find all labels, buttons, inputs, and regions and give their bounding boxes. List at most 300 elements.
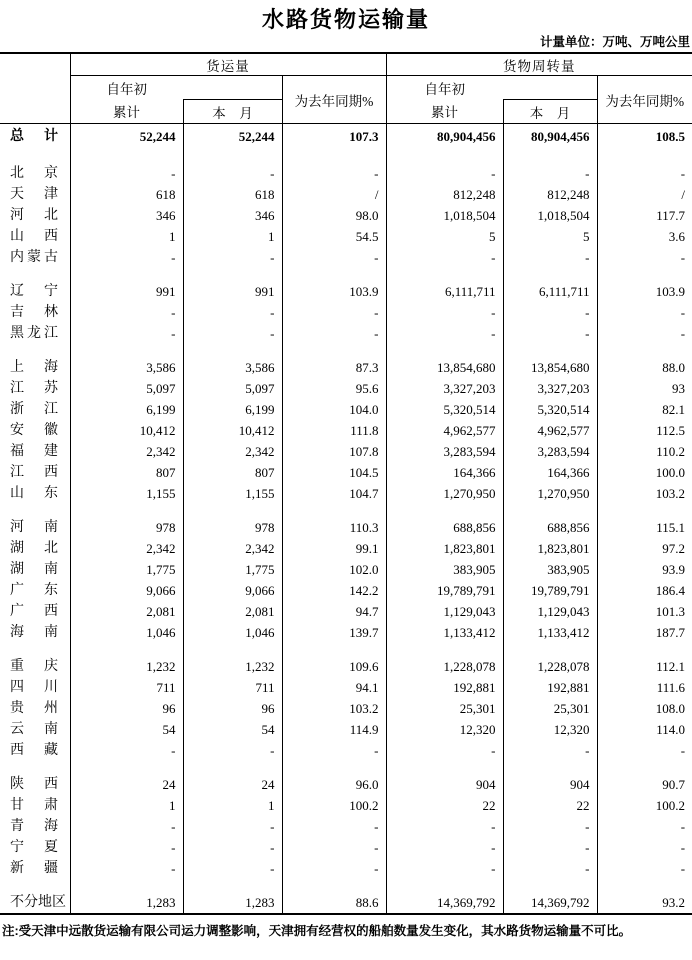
value-cell: 1 bbox=[70, 226, 183, 247]
table-row bbox=[0, 858, 692, 879]
value-cell: 978 bbox=[183, 517, 282, 538]
value-cell: - bbox=[503, 302, 597, 323]
value-cell: 114.0 bbox=[656, 722, 686, 737]
value-cell: 90.7 bbox=[662, 777, 686, 792]
value-cell: 96 bbox=[70, 698, 183, 719]
table-row bbox=[0, 816, 692, 837]
value-cell: 103.2 bbox=[282, 698, 386, 719]
table-row bbox=[0, 247, 692, 268]
since-year-start-header-turnover: 自年初 bbox=[424, 81, 466, 97]
value-cell: - bbox=[680, 166, 686, 181]
value-cell: 5,320,514 bbox=[386, 399, 503, 420]
value-cell: 97.2 bbox=[662, 541, 686, 556]
region-name-label: 海南 bbox=[10, 625, 58, 640]
region-name bbox=[0, 538, 70, 559]
cumulative-header-turnover: 累计 bbox=[386, 100, 503, 124]
turnover-group-header: 货物周转量 bbox=[386, 53, 692, 76]
value-cell: - bbox=[680, 326, 686, 341]
value-cell: - bbox=[183, 837, 282, 858]
table-row bbox=[0, 892, 692, 914]
table-row bbox=[0, 323, 692, 344]
value-cell: 22 bbox=[503, 795, 597, 816]
value-cell: 95.6 bbox=[282, 378, 386, 399]
value-cell: 3,586 bbox=[183, 357, 282, 378]
value-cell: 87.3 bbox=[282, 357, 386, 378]
value-cell: 6,111,711 bbox=[503, 281, 597, 302]
value-cell: 82.1 bbox=[662, 402, 686, 417]
value-cell: 10,412 bbox=[70, 420, 183, 441]
table-row bbox=[0, 774, 692, 795]
spacer-cell bbox=[282, 761, 386, 774]
value-cell: 14,369,792 bbox=[503, 892, 597, 914]
spacer-cell bbox=[70, 268, 183, 281]
region-name bbox=[0, 580, 70, 601]
value-cell: 711 bbox=[183, 677, 282, 698]
value-cell: 991 bbox=[183, 281, 282, 302]
spacer-cell bbox=[183, 150, 282, 163]
value-cell: 1 bbox=[183, 795, 282, 816]
value-cell: 107.3 bbox=[282, 124, 386, 151]
value-cell: 1,232 bbox=[70, 656, 183, 677]
table-row bbox=[0, 837, 692, 858]
value-cell: 2,342 bbox=[183, 538, 282, 559]
table-row bbox=[0, 302, 692, 323]
region-name-label: 广西 bbox=[10, 604, 58, 619]
region-name bbox=[0, 184, 70, 205]
value-cell: 103.9 bbox=[655, 284, 686, 299]
value-cell: 108.0 bbox=[655, 701, 686, 716]
value-cell: - bbox=[282, 816, 386, 837]
value-cell: 103.2 bbox=[655, 486, 686, 501]
region-name bbox=[0, 483, 70, 504]
value-cell: 19,789,791 bbox=[503, 580, 597, 601]
table-row bbox=[0, 163, 692, 184]
value-cell: - bbox=[70, 163, 183, 184]
value-cell: - bbox=[503, 858, 597, 879]
spacer-cell bbox=[503, 643, 597, 656]
value-cell: 142.2 bbox=[282, 580, 386, 601]
value-cell: 3,327,203 bbox=[386, 378, 503, 399]
group-spacer-row bbox=[0, 761, 692, 774]
value-cell: 12,320 bbox=[503, 719, 597, 740]
value-cell: 54 bbox=[183, 719, 282, 740]
value-cell: 1,775 bbox=[183, 559, 282, 580]
value-cell: - bbox=[70, 837, 183, 858]
region-name-label: 宁夏 bbox=[10, 840, 58, 855]
value-cell: 96 bbox=[183, 698, 282, 719]
value-cell: 688,856 bbox=[503, 517, 597, 538]
table-row bbox=[0, 580, 692, 601]
value-cell: 6,199 bbox=[70, 399, 183, 420]
region-name-label: 广东 bbox=[10, 583, 58, 598]
value-cell: 98.0 bbox=[282, 205, 386, 226]
value-cell: 24 bbox=[70, 774, 183, 795]
region-name bbox=[0, 837, 70, 858]
value-cell: 2,081 bbox=[70, 601, 183, 622]
region-name-label: 湖北 bbox=[10, 541, 58, 556]
value-cell: - bbox=[282, 247, 386, 268]
current-month-header-turnover: 本 月 bbox=[503, 100, 597, 124]
spacer-cell bbox=[503, 504, 597, 517]
spacer-cell bbox=[0, 879, 70, 892]
spacer-cell bbox=[282, 504, 386, 517]
value-cell: 3,283,594 bbox=[386, 441, 503, 462]
value-cell: 54 bbox=[70, 719, 183, 740]
table-row bbox=[0, 538, 692, 559]
spacer-cell bbox=[183, 504, 282, 517]
value-cell: 164,366 bbox=[503, 462, 597, 483]
region-name-label: 重庆 bbox=[10, 659, 58, 674]
value-cell: 112.1 bbox=[656, 659, 686, 674]
value-cell: 812,248 bbox=[503, 184, 597, 205]
spacer-cell bbox=[0, 268, 70, 281]
page-title: 水路货物运输量 bbox=[261, 7, 430, 32]
spacer-cell bbox=[0, 344, 70, 357]
value-cell: 99.1 bbox=[282, 538, 386, 559]
spacer-cell bbox=[597, 268, 692, 281]
value-cell: - bbox=[386, 740, 503, 761]
value-cell: 9,066 bbox=[70, 580, 183, 601]
value-cell: - bbox=[183, 163, 282, 184]
value-cell: 9,066 bbox=[183, 580, 282, 601]
value-cell: 618 bbox=[70, 184, 183, 205]
region-name bbox=[0, 601, 70, 622]
value-cell: 100.2 bbox=[655, 798, 686, 813]
spacer-cell bbox=[0, 150, 70, 163]
region-name-label: 浙江 bbox=[10, 402, 58, 417]
value-cell: 22 bbox=[386, 795, 503, 816]
value-cell: 991 bbox=[70, 281, 183, 302]
region-name bbox=[0, 205, 70, 226]
value-cell: - bbox=[70, 247, 183, 268]
value-cell: 1,129,043 bbox=[503, 601, 597, 622]
region-name-label: 陕西 bbox=[10, 777, 58, 792]
region-name-label: 上海 bbox=[10, 360, 58, 375]
table-body bbox=[0, 124, 692, 915]
spacer-cell bbox=[386, 643, 503, 656]
value-cell: - bbox=[183, 247, 282, 268]
vs-last-year-header-freight: 为去年同期% bbox=[282, 76, 386, 124]
group-spacer-row bbox=[0, 268, 692, 281]
value-cell: 192,881 bbox=[503, 677, 597, 698]
footnote: 注:受天津中远散货运输有限公司运力调整影响，天津拥有经营权的船舶数量发生变化，其水路货物运输量不可比。 bbox=[2, 924, 632, 938]
value-cell: 1,155 bbox=[70, 483, 183, 504]
spacer-cell bbox=[597, 643, 692, 656]
spacer-cell bbox=[70, 879, 183, 892]
value-cell: - bbox=[70, 740, 183, 761]
value-cell: 111.8 bbox=[282, 420, 386, 441]
value-cell: 109.6 bbox=[282, 656, 386, 677]
region-name-label: 黑龙江 bbox=[10, 326, 58, 341]
value-cell: 1,270,950 bbox=[503, 483, 597, 504]
value-cell: 1,775 bbox=[70, 559, 183, 580]
region-name bbox=[0, 399, 70, 420]
group-spacer-row bbox=[0, 643, 692, 656]
spacer-cell bbox=[70, 643, 183, 656]
value-cell: 110.3 bbox=[282, 517, 386, 538]
value-cell: - bbox=[70, 302, 183, 323]
value-cell: 88.0 bbox=[662, 360, 686, 375]
value-cell: - bbox=[503, 816, 597, 837]
value-cell: 111.6 bbox=[656, 680, 686, 695]
region-name-label: 四川 bbox=[10, 680, 58, 695]
value-cell: 12,320 bbox=[386, 719, 503, 740]
region-name bbox=[0, 795, 70, 816]
spacer-cell bbox=[70, 344, 183, 357]
value-cell: 711 bbox=[70, 677, 183, 698]
spacer-cell bbox=[597, 504, 692, 517]
value-cell: - bbox=[282, 837, 386, 858]
value-cell: 1,228,078 bbox=[386, 656, 503, 677]
value-cell: 101.3 bbox=[655, 604, 686, 619]
value-cell: - bbox=[282, 163, 386, 184]
spacer-cell bbox=[503, 761, 597, 774]
table-row bbox=[0, 399, 692, 420]
spacer-cell bbox=[0, 761, 70, 774]
region-name bbox=[0, 302, 70, 323]
spacer-cell bbox=[0, 643, 70, 656]
value-cell: 107.8 bbox=[282, 441, 386, 462]
table-row bbox=[0, 517, 692, 538]
value-cell: 1,046 bbox=[183, 622, 282, 643]
value-cell: - bbox=[282, 740, 386, 761]
table-row bbox=[0, 601, 692, 622]
value-cell: 346 bbox=[70, 205, 183, 226]
value-cell: - bbox=[503, 323, 597, 344]
value-cell: 1,018,504 bbox=[386, 205, 503, 226]
value-cell: - bbox=[70, 323, 183, 344]
spacer-cell bbox=[70, 150, 183, 163]
value-cell: 104.0 bbox=[282, 399, 386, 420]
value-cell: - bbox=[183, 858, 282, 879]
region-name-label: 甘肃 bbox=[10, 798, 58, 813]
region-name bbox=[0, 774, 70, 795]
group-spacer-row bbox=[0, 344, 692, 357]
value-cell: 54.5 bbox=[282, 226, 386, 247]
value-cell: - bbox=[680, 840, 686, 855]
value-cell: 52,244 bbox=[70, 124, 183, 151]
spacer-cell bbox=[386, 504, 503, 517]
value-cell: - bbox=[680, 819, 686, 834]
spacer-cell bbox=[386, 344, 503, 357]
value-cell: 24 bbox=[183, 774, 282, 795]
region-name-label: 西藏 bbox=[10, 743, 58, 758]
table-row bbox=[0, 226, 692, 247]
table-row bbox=[0, 205, 692, 226]
table-header bbox=[0, 53, 692, 124]
value-cell: 110.2 bbox=[656, 444, 686, 459]
value-cell: 618 bbox=[183, 184, 282, 205]
value-cell: 1,129,043 bbox=[386, 601, 503, 622]
spacer-cell bbox=[386, 761, 503, 774]
value-cell: - bbox=[680, 305, 686, 320]
value-cell: - bbox=[183, 740, 282, 761]
value-cell: 164,366 bbox=[386, 462, 503, 483]
since-year-start-header-freight: 自年初 bbox=[106, 81, 147, 97]
region-name-label: 贵州 bbox=[10, 701, 58, 716]
region-name bbox=[0, 462, 70, 483]
region-name bbox=[0, 816, 70, 837]
current-month-header-freight: 本 月 bbox=[183, 100, 282, 124]
unit-note: 计量单位：万吨、万吨公里 bbox=[539, 35, 690, 49]
value-cell: - bbox=[282, 858, 386, 879]
value-cell: 1,018,504 bbox=[503, 205, 597, 226]
value-cell: 688,856 bbox=[386, 517, 503, 538]
region-name-label: 内蒙古 bbox=[10, 250, 58, 265]
region-name-label: 山东 bbox=[10, 486, 58, 501]
spacer-cell bbox=[503, 150, 597, 163]
spacer-cell bbox=[386, 879, 503, 892]
value-cell: - bbox=[680, 250, 686, 265]
value-cell: 93.9 bbox=[662, 562, 686, 577]
value-cell: 1,155 bbox=[183, 483, 282, 504]
value-cell: 3,283,594 bbox=[503, 441, 597, 462]
spacer-cell bbox=[282, 879, 386, 892]
region-name bbox=[0, 656, 70, 677]
spacer-cell bbox=[597, 150, 692, 163]
spacer-cell bbox=[183, 643, 282, 656]
spacer-cell bbox=[503, 879, 597, 892]
value-cell: 4,962,577 bbox=[386, 420, 503, 441]
value-cell: 1 bbox=[70, 795, 183, 816]
value-cell: - bbox=[386, 302, 503, 323]
value-cell: - bbox=[183, 323, 282, 344]
value-cell: - bbox=[386, 247, 503, 268]
region-name bbox=[0, 740, 70, 761]
spacer-cell bbox=[503, 268, 597, 281]
header-row-since-year-start bbox=[0, 76, 692, 100]
value-cell: 2,342 bbox=[70, 538, 183, 559]
region-name-label: 福建 bbox=[10, 444, 58, 459]
value-cell: 1,133,412 bbox=[503, 622, 597, 643]
spacer-cell bbox=[386, 268, 503, 281]
value-cell: 104.7 bbox=[282, 483, 386, 504]
value-cell: 1,270,950 bbox=[386, 483, 503, 504]
value-cell: 102.0 bbox=[282, 559, 386, 580]
region-name-label: 总计 bbox=[10, 129, 58, 144]
value-cell: 5,097 bbox=[183, 378, 282, 399]
value-cell: 112.5 bbox=[656, 423, 686, 438]
value-cell: 88.6 bbox=[282, 892, 386, 914]
region-name bbox=[0, 719, 70, 740]
spacer-cell bbox=[183, 761, 282, 774]
value-cell: 978 bbox=[70, 517, 183, 538]
region-name bbox=[0, 559, 70, 580]
value-cell: - bbox=[183, 302, 282, 323]
value-cell: 807 bbox=[183, 462, 282, 483]
group-spacer-row bbox=[0, 879, 692, 892]
value-cell: 103.9 bbox=[282, 281, 386, 302]
value-cell: - bbox=[680, 743, 686, 758]
value-cell: 904 bbox=[386, 774, 503, 795]
spacer-cell bbox=[597, 344, 692, 357]
value-cell: 1,133,412 bbox=[386, 622, 503, 643]
spacer-cell bbox=[386, 150, 503, 163]
value-cell: 108.5 bbox=[655, 129, 686, 144]
value-cell: 4,962,577 bbox=[503, 420, 597, 441]
region-name bbox=[0, 622, 70, 643]
value-cell: 13,854,680 bbox=[503, 357, 597, 378]
region-name-label: 安徽 bbox=[10, 423, 58, 438]
table-row bbox=[0, 462, 692, 483]
value-cell: 2,081 bbox=[183, 601, 282, 622]
value-cell: 80,904,456 bbox=[386, 124, 503, 151]
table-row bbox=[0, 420, 692, 441]
value-cell: 52,244 bbox=[183, 124, 282, 151]
value-cell: 383,905 bbox=[386, 559, 503, 580]
group-spacer-row bbox=[0, 150, 692, 163]
table-row bbox=[0, 441, 692, 462]
table-row bbox=[0, 719, 692, 740]
value-cell: 1,823,801 bbox=[503, 538, 597, 559]
table-row bbox=[0, 378, 692, 399]
spacer-cell bbox=[282, 150, 386, 163]
region-name bbox=[0, 677, 70, 698]
value-cell: 1 bbox=[183, 226, 282, 247]
table-row bbox=[0, 740, 692, 761]
region-name bbox=[0, 323, 70, 344]
value-cell: 192,881 bbox=[386, 677, 503, 698]
value-cell: 13,854,680 bbox=[386, 357, 503, 378]
spacer-cell bbox=[70, 761, 183, 774]
value-cell: 14,369,792 bbox=[386, 892, 503, 914]
value-cell: 25,301 bbox=[503, 698, 597, 719]
value-cell: - bbox=[503, 837, 597, 858]
table-row bbox=[0, 622, 692, 643]
value-cell: 5,320,514 bbox=[503, 399, 597, 420]
value-cell: 5,097 bbox=[70, 378, 183, 399]
region-name bbox=[0, 420, 70, 441]
value-cell: - bbox=[386, 858, 503, 879]
value-cell: 3,327,203 bbox=[503, 378, 597, 399]
region-name bbox=[0, 441, 70, 462]
value-cell: - bbox=[282, 323, 386, 344]
region-name-label: 北京 bbox=[10, 166, 58, 181]
value-cell: 807 bbox=[70, 462, 183, 483]
value-cell: - bbox=[70, 816, 183, 837]
region-name-label: 河南 bbox=[10, 520, 58, 535]
value-cell: 6,199 bbox=[183, 399, 282, 420]
value-cell: 1,823,801 bbox=[386, 538, 503, 559]
spacer-cell bbox=[70, 504, 183, 517]
value-cell: 1,283 bbox=[70, 892, 183, 914]
spacer-cell bbox=[503, 344, 597, 357]
value-cell: 346 bbox=[183, 205, 282, 226]
table-row bbox=[0, 559, 692, 580]
region-name-label: 湖南 bbox=[10, 562, 58, 577]
value-cell: 139.7 bbox=[282, 622, 386, 643]
region-name bbox=[0, 378, 70, 399]
region-name bbox=[0, 698, 70, 719]
value-cell: 19,789,791 bbox=[386, 580, 503, 601]
value-cell: - bbox=[70, 858, 183, 879]
region-name bbox=[0, 517, 70, 538]
cumulative-header-freight: 累计 bbox=[70, 100, 183, 124]
transport-volume-table bbox=[0, 52, 692, 915]
value-cell: 5 bbox=[386, 226, 503, 247]
value-cell: - bbox=[386, 837, 503, 858]
value-cell: 1,228,078 bbox=[503, 656, 597, 677]
table-row bbox=[0, 656, 692, 677]
region-name bbox=[0, 281, 70, 302]
value-cell: 2,342 bbox=[70, 441, 183, 462]
value-cell: 114.9 bbox=[282, 719, 386, 740]
value-cell: - bbox=[183, 816, 282, 837]
value-cell: 80,904,456 bbox=[503, 124, 597, 151]
region-name-label: 天津 bbox=[10, 187, 58, 202]
table-row bbox=[0, 357, 692, 378]
value-cell: 6,111,711 bbox=[386, 281, 503, 302]
